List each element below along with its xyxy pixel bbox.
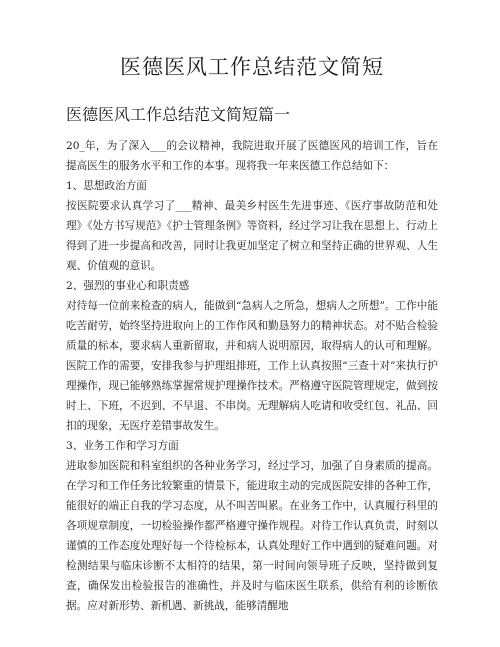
heading-responsibility: 2、强烈的事业心和职责感 — [66, 280, 190, 292]
paragraph-study: 进取参加医院和科室组织的各种业务学习，经过学习，加强了自身素质的提高。在学习和工作任务比较繁重的情景下，能进取主动的完成医院安排的各种工作，能很好的端正自我的学习态度，从不叫苦叫累。在业务工作中，认真履行科里的各项规章制度，一切检验操作都严格遵守操作规程。对待工作认真负责，时刻以谨慎的工作态度处理好每一个待检标本，认真处理好工作中遇到的疑难问题。对检测结果与临床诊断不太相符的结果，第一时间向领导班子反映，坚持做到复查，确保发出检验报告的准确性，并及时与临床医生联系，供给有利的诊断依据。应对新形势、新机遇、新挑战，能够清醒地 — [66, 460, 438, 612]
section-title: 医德医风工作总结范文简短篇一 — [66, 105, 291, 124]
paragraph-intro: 20_年，为了深入___的会议精神，我院进取开展了医德医风的培训工作，旨在提高医生的服务水平和工作的本事。现将我一年来医德工作总结如下： — [66, 140, 438, 172]
heading-politics: 1、思想政治方面 — [66, 180, 147, 192]
document-body — [66, 136, 438, 616]
paragraph-responsibility: 对待每一位前来检查的病人，能做到“急病人之所急，想病人之所想”。工作中能吃苦耐劳，始终坚持进取向上的工作作风和勤恳努力的精神状态。对不贴合检验质量的标本，要求病人重新留取，并和病人说明原因，取得病人的认可和理解。医院工作的需要，安排我参与护理组排班，工作上认真按照“三查十对”来执行护理操作，现已能够熟练掌握常规护理操作技术。严格遵守医院管理规定，做到按时上、下班，不迟到、不早退、不串岗。无理解病人吃请和收受红包、礼品、回扣的现象，无医疗差错事故发生。 — [66, 300, 438, 432]
document-title: 医德医风工作总结范文简短 — [120, 55, 384, 79]
heading-study: 3、业务工作和学习方面 — [66, 440, 179, 452]
paragraph-politics: 按医院要求认真学习了___精神、最美乡村医生先进事迹、《医疗事故防范和处理》《处方书写规范》《护士管理条例》等资料，经过学习让我在思想上、行动上得到了进一步提高和改善，同时让我更加坚定了树立和坚持正确的世界观、人生观、价值观的意识。 — [66, 200, 438, 272]
